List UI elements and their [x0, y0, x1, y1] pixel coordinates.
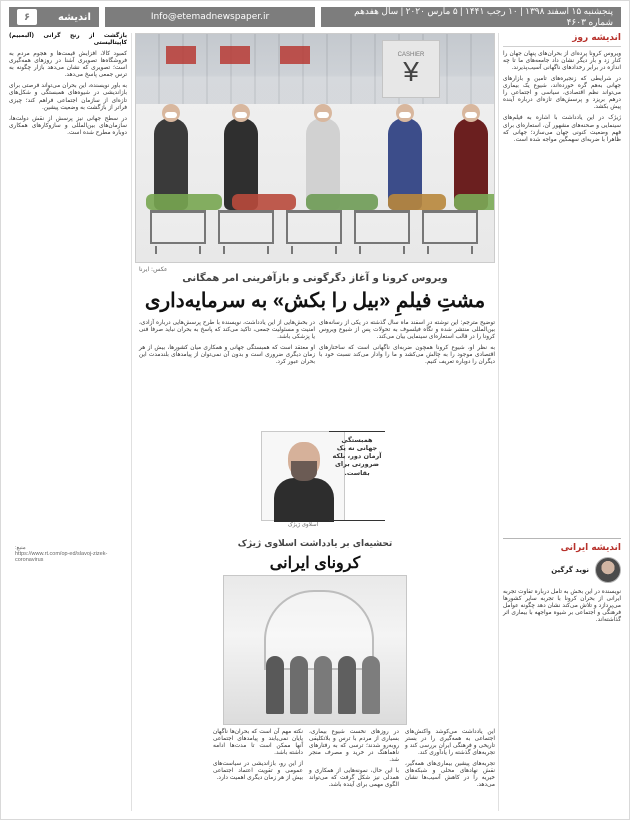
second-kicker: تحشیه‌ای بر یادداشت اسلاوی ژیژک — [237, 539, 393, 549]
lead-column-1 — [319, 320, 495, 430]
produce — [388, 194, 446, 210]
photo-figure — [314, 656, 332, 714]
second-column-c — [213, 729, 303, 820]
shopping-cart-icon — [150, 210, 206, 244]
left-rail-subhead: بازگشت از رنج گرانی (آلبمبیم) کاپیتالیستی — [9, 33, 127, 47]
right-rail-paragraph-3: ژیژک در این یادداشت با اشاره به فیلم‌های سینمایی و صحنه‌های مشهور آن، استعاره‌ای برای فهم وضعیت کنونی جهان می‌سازد؛ جهانی که ظاهرا با ضربه‌ای سهمگین مواجه شده است. — [503, 115, 621, 143]
produce — [306, 194, 378, 210]
red-banner — [220, 46, 250, 64]
left-divider — [131, 33, 132, 811]
shopping-cart-icon — [218, 210, 274, 244]
right-rail-paragraph-2: در شرایطی که زنجیره‌های تامین و بازارهای جهانی به‌هم گره خورده‌اند، شیوع یک بیماری می‌تواند نظم اقتصادی، سیاسی و اجتماعی را درهم بریزد و پرسش‌های تازه‌ای درباره آینده پیش بکشد. — [503, 76, 621, 111]
mask-icon — [235, 112, 247, 118]
mask-icon — [317, 112, 329, 118]
hero-credit: عکس: ایرنا — [139, 266, 168, 273]
author-box-text: نویسنده در این بخش به تامل درباره تفاوت تجربه ایرانی از بحران کرونا با تجربه سایر کشورها می‌پردازد و تلاش می‌کند نشان دهد چگونه عوامل فرهنگی و اجتماعی بر شیوه مواجهه با بیماری اثر گذاشته‌اند. — [503, 589, 621, 624]
lead-2-paragraph-1: در بخش‌هایی از این یادداشت، نویسنده با طرح پرسش‌هایی درباره آزادی، امنیت و مسئولیت جمعی، تاکید می‌کند که پاسخ به بحران نباید صرفا فنی یا پزشکی باشد. — [139, 320, 315, 341]
yen-icon: ¥ — [403, 56, 419, 87]
produce — [146, 194, 222, 210]
photo-figure — [266, 656, 284, 714]
mask-icon — [165, 112, 177, 118]
produce — [232, 194, 296, 210]
page-number: ۶ — [17, 9, 37, 25]
portrait-beard — [291, 461, 317, 481]
produce — [454, 194, 495, 210]
hero-photo — [135, 33, 495, 263]
lead-1-paragraph-1: توضیح مترجم: این نوشته در اسفند ماه سال گذشته در یکی از رسانه‌های بین‌المللی منتشر شده و نگاه فیلسوف به تحولات پس از شیوع ویروس کرونا را در قالب استعاره‌ای سینمایی بیان می‌کند. — [319, 320, 495, 341]
avatar — [595, 557, 621, 583]
right-divider — [498, 33, 499, 811]
author-info — [503, 557, 621, 583]
shopping-cart-icon — [354, 210, 410, 244]
left-rail-paragraph-2: به باور نویسنده، این بحران می‌تواند فرصتی برای بازاندیشی در شیوه‌های همبستگی و شکل‌های تازه‌ای از سازمان اجتماعی فراهم کند؛ چیزی فراتر از بازگشت به وضعیت پیشین. — [9, 83, 127, 111]
mask-icon — [465, 112, 477, 118]
lead-2-paragraph-2: او معتقد است که همبستگی جهانی و همکاری میان کشورها، بیش از هر زمان دیگری ضروری است و بدون آن نمی‌توان از پیامدهای بلندمدت این بحران عبور کرد. — [139, 345, 315, 366]
second-column-a — [405, 729, 495, 820]
dateline: پنجشنبه ۱۵ اسفند ۱۳۹۸ | ۱۰ رجب ۱۴۴۱ | ۵ مارس ۲۰۲۰ | سال هفدهم شماره ۴۶۰۳ — [354, 6, 613, 27]
photo-figure — [362, 656, 380, 714]
photo-figure — [338, 656, 356, 714]
left-rail-paragraph-1: کمبود کالا، افزایش قیمت‌ها و هجوم مردم به فروشگاه‌ها تصویری آشنا در روزهای همه‌گیری است؛ تصویری که نشان می‌دهد بازار چگونه به ترس جمعی پاسخ می‌دهد. — [9, 51, 127, 79]
section-title: اندیشه — [58, 11, 91, 23]
store-wall — [136, 34, 494, 104]
page-content — [9, 33, 621, 811]
cashier-label: CASHIER — [397, 52, 425, 58]
shopping-cart-icon — [422, 210, 478, 244]
second-c-paragraph-1: نکته مهم آن است که بحران‌ها ناگهان پایان نمی‌یابند و پیامدهای اجتماعی آنها ممکن است تا مدت‌ها ادامه داشته باشد. — [213, 729, 303, 757]
lead-column-2 — [139, 320, 315, 430]
second-c-paragraph-2: از این رو، بازاندیشی در سیاست‌های عمومی و تقویت اعتماد اجتماعی بیش از هر زمان دیگری اهمیت دارد. — [213, 761, 303, 782]
second-b-paragraph-1: در روزهای نخست شیوع بیماری، بسیاری از مردم با ترس و بلاتکلیفی روبه‌رو شدند؛ ترسی که به رفتارهای ناهماهنگ در خرید و مصرف منجر شد. — [309, 729, 399, 764]
second-photo — [223, 575, 407, 725]
second-a-paragraph-1: این یادداشت می‌کوشد واکنش‌های اجتماعی به همه‌گیری را در بستر تاریخی و فرهنگی ایران بررسی کند و تجربه‌های گذشته را یادآوری کند. — [405, 729, 495, 757]
right-rail-paragraph-1: ویروس کرونا پرده‌ای از بحران‌های پنهان جهان را کنار زد و بار دیگر نشان داد جامعه‌های ما تا چه اندازه در برابر رخدادهای ناگهانی آسیب‌پذیرند. — [503, 50, 621, 72]
portrait-credit: اسلاوی ژیژک — [287, 522, 319, 528]
dateline-bar — [321, 7, 621, 27]
right-rail — [503, 33, 621, 533]
shopping-cart-icon — [286, 210, 342, 244]
lead-1-paragraph-2: به نظر او، شیوع کرونا همچون ضربه‌ای ناگهانی است که ساختارهای اقتصادی موجود را به چالش می‌کشد و ما را وادار می‌کند نسبت خود با دیگران را دوباره تعریف کنیم. — [319, 345, 495, 366]
red-banner — [280, 46, 310, 64]
author-box — [503, 538, 621, 820]
cashier-sign — [382, 40, 440, 98]
second-b-paragraph-2: با این حال، نمونه‌هایی از همکاری و همدلی نیز شکل گرفت که می‌تواند الگوی مهمی برای آینده باشد. — [309, 768, 399, 789]
second-column-b — [309, 729, 399, 820]
source-url: https://www.rt.com/op-ed/slavoj-zizek-coronavirus — [15, 551, 108, 563]
email-bar — [105, 7, 315, 27]
red-banner — [166, 46, 196, 64]
left-rail-paragraph-3: در سطح جهانی نیز پرسش از نقش دولت‌ها، سازمان‌های بین‌المللی و سازوکارهای همکاری دوباره مطرح شده است. — [9, 115, 127, 136]
second-title: کرونای ایرانی — [269, 555, 361, 572]
second-a-paragraph-2: تجربه‌های پیشین بیماری‌های همه‌گیر، نقش نهادهای محلی و شبکه‌های خیریه را در کاهش آسیب‌ها نشان می‌دهد. — [405, 761, 495, 789]
author-name: نوید گرگین — [551, 566, 589, 574]
source-label: منبع: — [15, 545, 26, 551]
email: Info@etemadnewspaper.ir — [150, 12, 270, 22]
source-footer — [15, 545, 127, 563]
author-box-tag: اندیشه ایرانی — [560, 543, 621, 553]
pull-quote: همبستگی جهانی نه یک آرمان دور، بلکه ضرورتی برای بقاست. — [329, 431, 385, 521]
portrait-body — [274, 478, 334, 522]
left-rail — [9, 33, 127, 563]
section-bar — [9, 7, 99, 27]
masthead — [9, 7, 621, 27]
right-rail-tag: اندیشه روز — [503, 33, 621, 47]
mask-icon — [399, 112, 411, 118]
headline-kicker: ویروس کرونا و آغاز دگرگونی و بازآفرینی امر همگانی — [182, 273, 448, 284]
headline: مشتِ فیلمِ «بیل را بکش» به سرمایه‌داری — [144, 290, 486, 312]
photo-figure — [290, 656, 308, 714]
